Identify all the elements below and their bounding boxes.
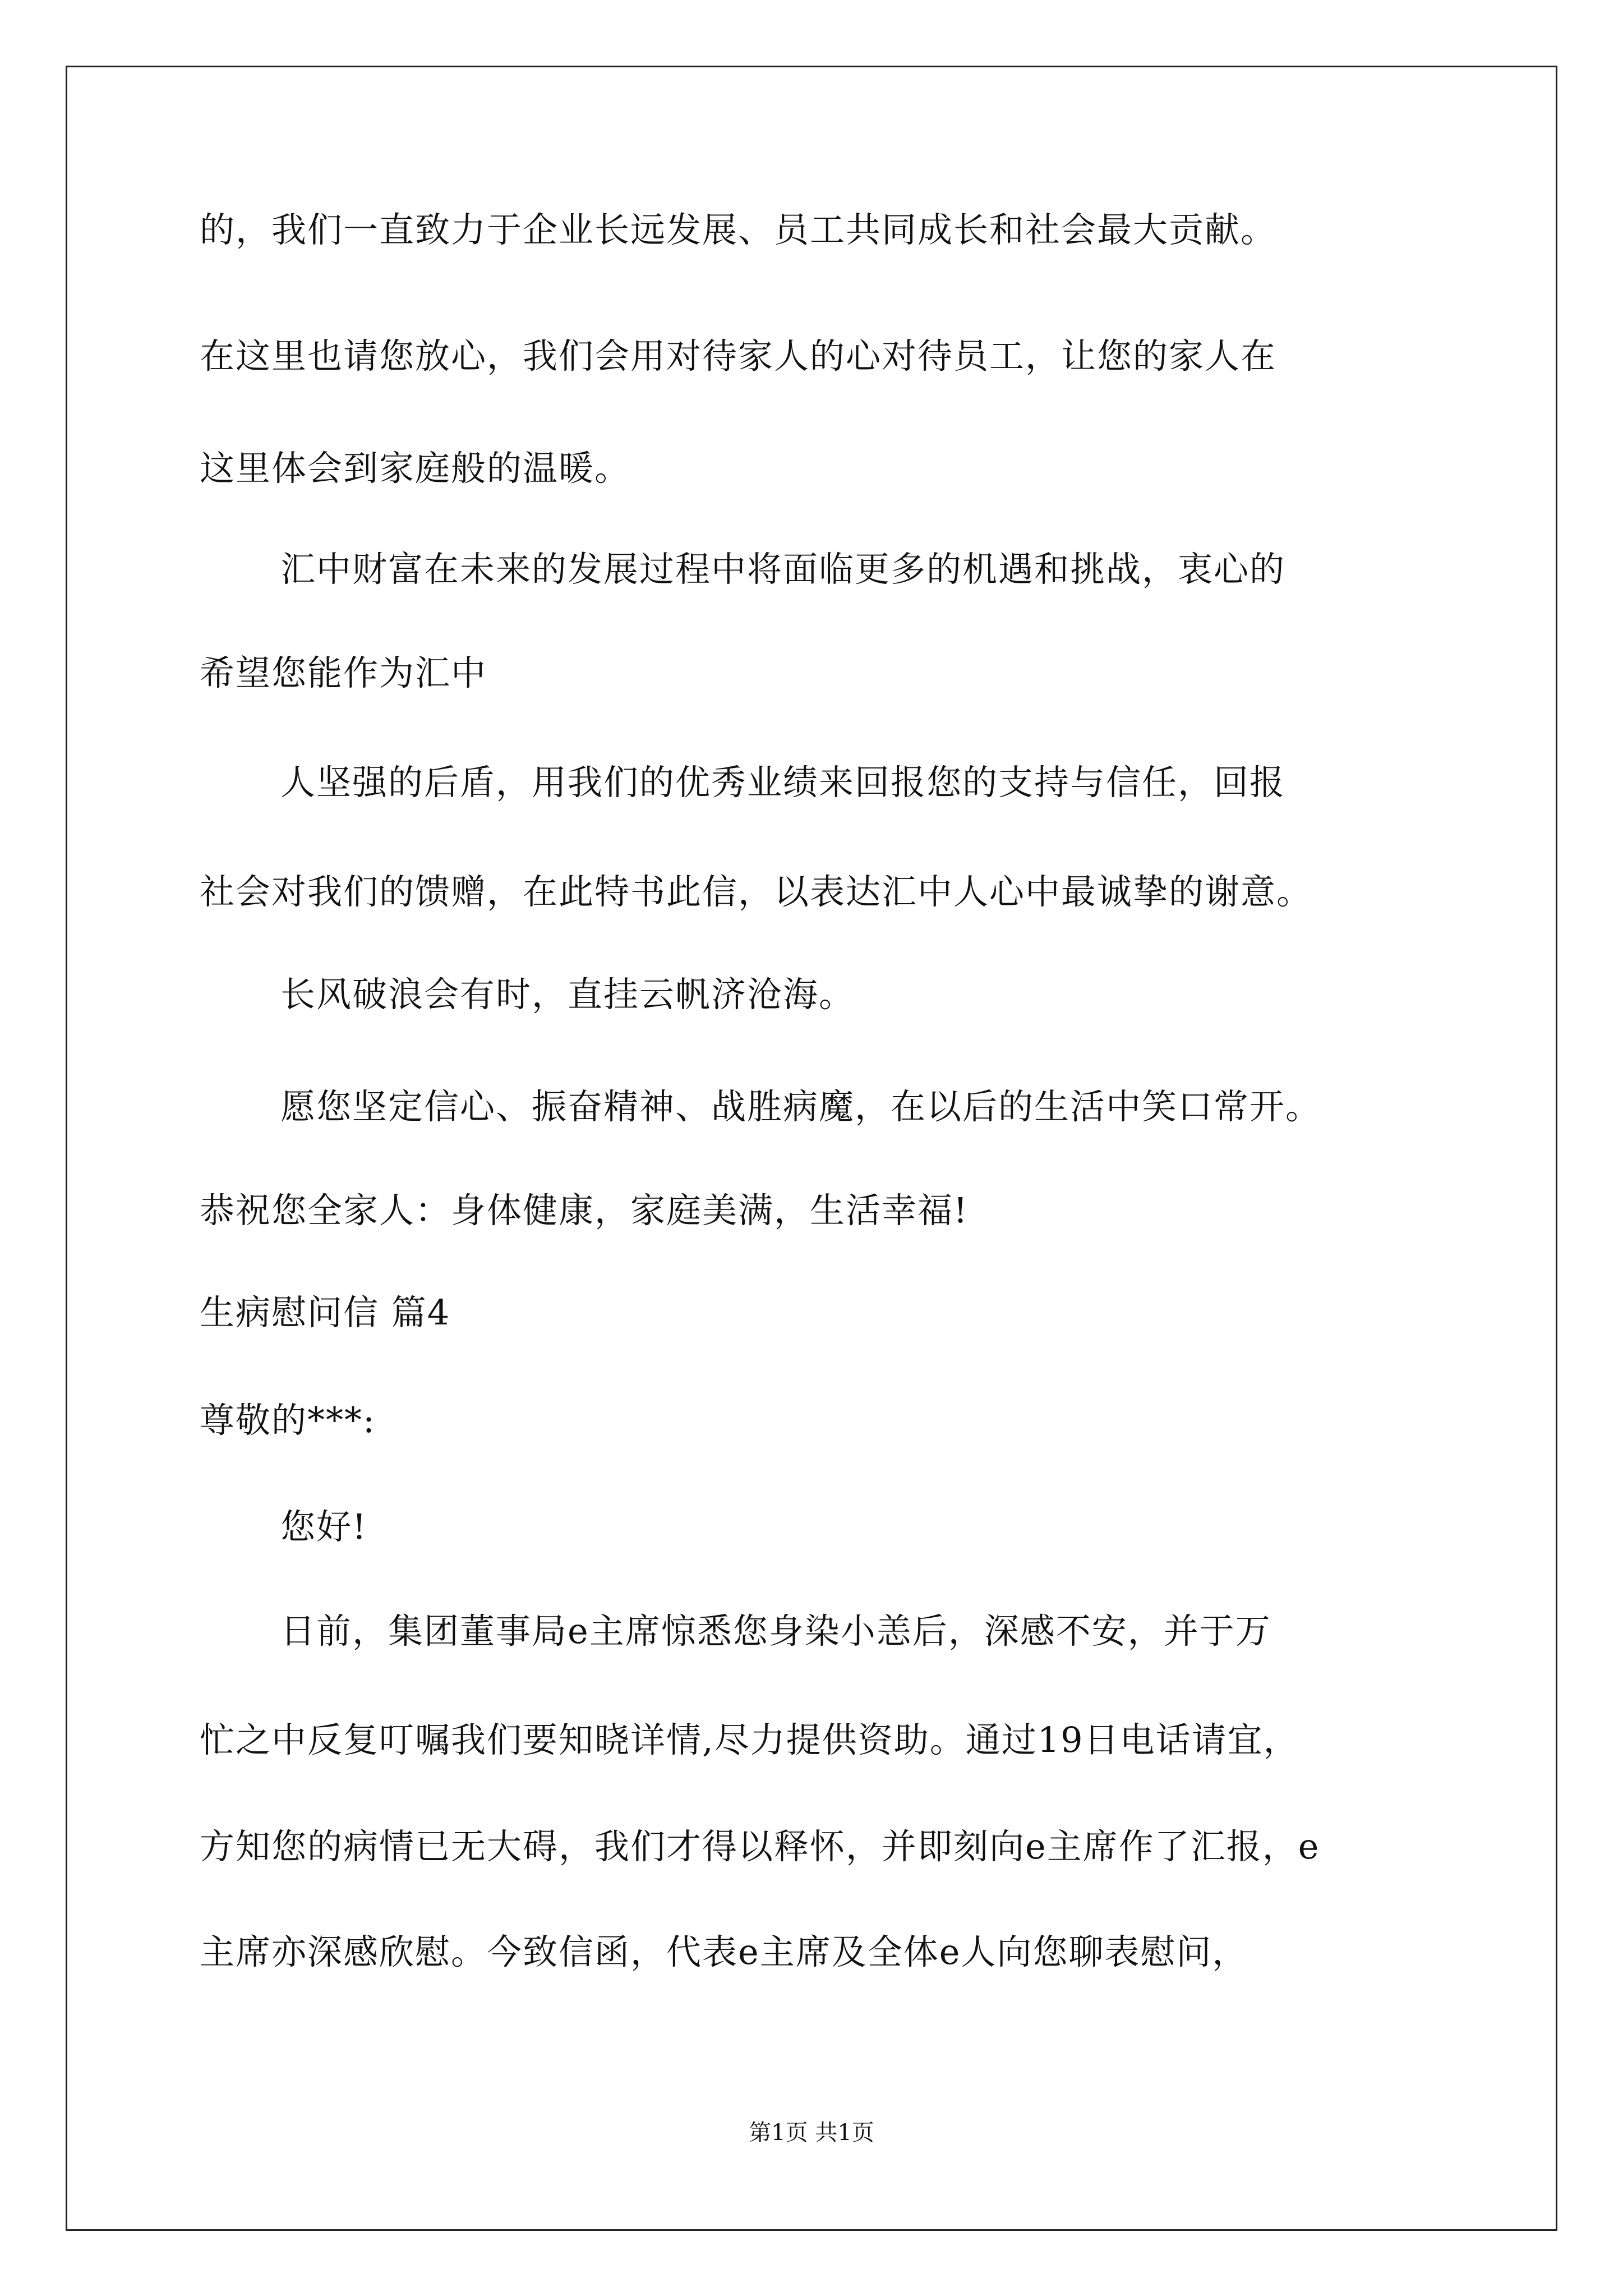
text-line: 忙之中反复叮嘱我们要知晓详情,尽力提供资助。通过19日电话请宜， <box>200 1719 1299 1760</box>
text-line: 人坚强的后盾，用我们的优秀业绩来回报您的支持与信任，回报 <box>280 762 1286 803</box>
text-line: 汇中财富在未来的发展过程中将面临更多的机遇和挑战，衷心的 <box>280 549 1286 590</box>
text-line: 恭祝您全家人：身体健康，家庭美满，生活幸福! <box>200 1190 969 1231</box>
section-heading: 生病慰问信 篇4 <box>200 1292 451 1333</box>
text-line: 日前，集团董事局e主席惊悉您身染小恙后，深感不安，并于万 <box>280 1611 1271 1651</box>
text-line: 愿您坚定信心、振奋精神、战胜病魔，在以后的生活中笑口常开。 <box>280 1086 1322 1127</box>
salutation: 尊敬的***: <box>200 1400 376 1441</box>
text-line: 方知您的病情已无大碍，我们才得以释怀，并即刻向e主席作了汇报，e <box>200 1826 1320 1867</box>
text-line: 的，我们一直致力于企业长远发展、员工共同成长和社会最大贡献。 <box>200 209 1277 250</box>
text-line: 希望您能作为汇中 <box>200 652 487 693</box>
page-footer: 第1页 共1页 <box>749 2120 874 2146</box>
text-line: 这里体会到家庭般的温暖。 <box>200 448 631 489</box>
text-line: 在这里也请您放心，我们会用对待家人的心对待员工，让您的家人在 <box>200 335 1277 376</box>
text-line: 长风破浪会有时，直挂云帆济沧海。 <box>280 974 855 1015</box>
text-line: 社会对我们的馈赠，在此特书此信，以表达汇中人心中最诚挚的谢意。 <box>200 871 1313 912</box>
page-border <box>66 66 1557 2231</box>
greeting: 您好! <box>280 1506 367 1547</box>
text-line: 主席亦深感欣慰。今致信函，代表e主席及全体e人向您聊表慰问， <box>200 1931 1248 1972</box>
